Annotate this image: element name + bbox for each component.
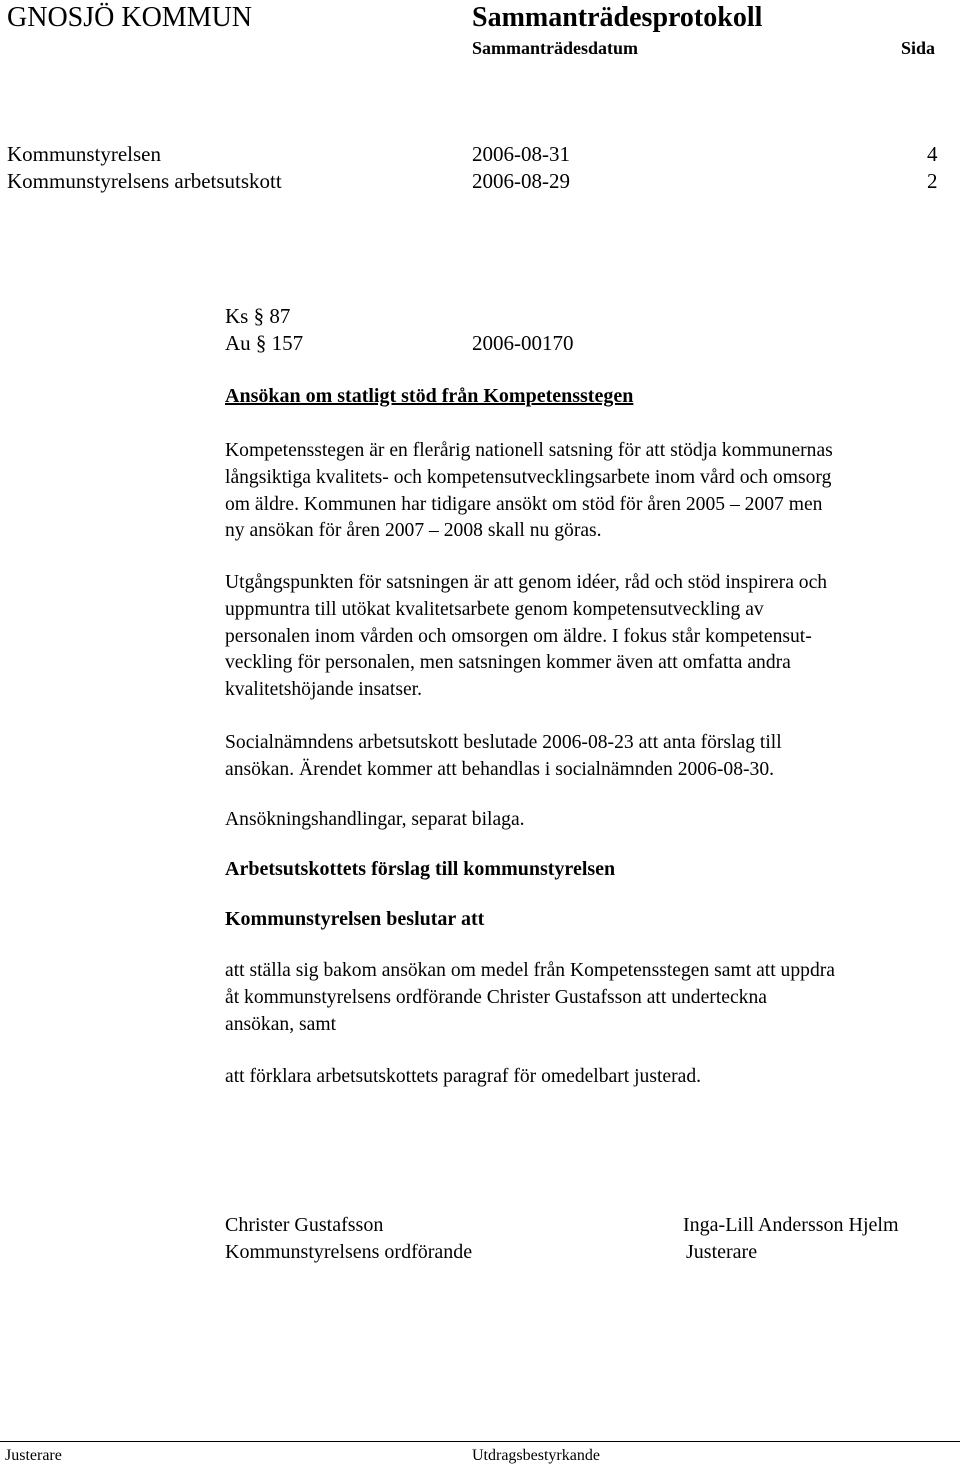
text-line: Kompetensstegen är en flerårig nationell satsning för att stödja kommunernas [225, 440, 833, 461]
text-line: ny ansökan för åren 2007 – 2008 skall nu göras. [225, 520, 602, 542]
signatory-role: Kommunstyrelsens ordförande [225, 1241, 473, 1263]
text-line: att ställa sig bakom ansökan om medel från Kompetensstegen samt att uppdra [225, 960, 835, 981]
meeting-date: 2006-08-29 [472, 169, 570, 193]
footer-divider [0, 1441, 960, 1442]
signatory-role: Justerare [686, 1241, 758, 1263]
document-type: Sammanträdesprotokoll [472, 2, 763, 33]
proposal-heading: Arbetsutskottets förslag till kommunstyrelsen [225, 858, 616, 880]
text-line: veckling för personalen, men satsningen kommer även att omfatta andra [225, 652, 791, 674]
page-label: Sida [901, 38, 936, 58]
text-line: Socialnämndens arbetsutskott beslutade 2006-08-23 att anta förslag till [225, 732, 782, 753]
text-line: ansökan. Ärendet kommer att behandlas i socialnämnden 2006-08-30. [225, 758, 775, 780]
decision-item-2 [225, 1064, 955, 1091]
meeting-body: Kommunstyrelsen [7, 142, 161, 166]
paragraph-purpose [225, 570, 955, 704]
signatory-name: Inga-Lill Andersson Hjelm [683, 1214, 899, 1236]
meeting-date: 2006-08-31 [472, 142, 570, 166]
meeting-body: Kommunstyrelsens arbetsutskott [7, 169, 282, 193]
paragraph-committee-decision [225, 730, 955, 784]
text-line: ansökan, samt [225, 1013, 337, 1035]
paragraph-background [225, 438, 955, 545]
ks-paragraph-ref: Ks § 87 [225, 304, 291, 328]
text-line: långsiktiga kvalitets- och kompetensutvecklingsarbete inom vård och omsorg [225, 466, 832, 488]
decision-heading: Kommunstyrelsen beslutar att [225, 908, 485, 930]
case-number: 2006-00170 [472, 331, 574, 355]
text-line: att förklara arbetsutskottets paragraf för omedelbart justerad. [225, 1066, 702, 1087]
organization-name: GNOSJÖ KOMMUN [7, 2, 253, 33]
text-line: om äldre. Kommunen har tidigare ansökt om stöd för åren 2005 – 2007 men [225, 493, 823, 515]
paragraph-attachment [225, 807, 955, 834]
text-line: personalen inom vården och omsorgen om äldre. I fokus står kompetensut- [225, 625, 812, 647]
au-paragraph-ref: Au § 157 [225, 331, 304, 355]
case-title: Ansökan om statligt stöd från Kompetensstegen [225, 385, 634, 407]
text-line: åt kommunstyrelsens ordförande Christer Gustafsson att underteckna [225, 986, 767, 1008]
text-line: Ansökningshandlingar, separat bilaga. [225, 809, 525, 830]
text-line: Utgångspunkten för satsningen är att genom idéer, råd och stöd inspirera och [225, 572, 828, 593]
footer-certification-label: Utdragsbestyrkande [472, 1447, 600, 1464]
meeting-date-label: Sammanträdesdatum [472, 38, 639, 58]
decision-item-1 [225, 958, 955, 1038]
text-line: uppmuntra till utökat kvalitetsarbete genom kompetensutveckling av [225, 598, 764, 620]
signatory-name: Christer Gustafsson [225, 1214, 384, 1236]
meeting-page: 2 [927, 169, 938, 193]
text-line: kvalitetshöjande insatser. [225, 679, 422, 701]
meeting-page: 4 [927, 142, 938, 166]
footer-justerare-label: Justerare [5, 1447, 62, 1464]
